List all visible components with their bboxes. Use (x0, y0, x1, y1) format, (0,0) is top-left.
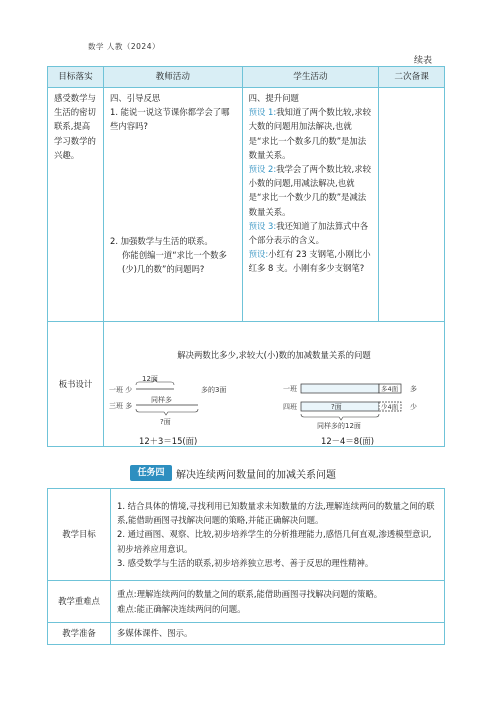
col-goal: 目标落实 (48, 67, 104, 88)
teacher-section: 四、引导反思 (110, 93, 161, 103)
difficult-point: 难点:能正确解决连续两问的问题。 (117, 603, 246, 614)
preset-2-tag: 预设 2: (248, 164, 277, 175)
goal-1: 1. 结合具体的情境,寻找利用已知数量求未知数量的方法,理解连续两问的数量之间的联系,能借助画图寻找解决问题的策略,并能正确解决问题。 (117, 500, 435, 526)
col-student: 学生活动 (242, 67, 379, 88)
right-box2: 少4面 (381, 403, 399, 412)
right-bar1 (301, 384, 379, 393)
goal-3: 3. 感受数学与生活的联系,初步培养独立思考、善于反思的理性精神。 (117, 557, 374, 568)
diagram-right (283, 384, 417, 446)
preset-1-tag: 预设 1: (248, 107, 277, 118)
left-brace-top: 12面 (142, 375, 158, 384)
right-box1: 多4面 (381, 385, 399, 394)
right-row1-label: 一班 (283, 385, 297, 394)
key-point: 重点:理解连续两问的数量之间的联系,能借助画图寻找解决问题的策略。 (117, 589, 383, 600)
student-section: 四、提升问题 (248, 93, 299, 103)
left-brace-bottom-mark (136, 409, 198, 415)
teacher-item2: 2. 加强数学与生活的联系。 (110, 235, 213, 246)
left-unknown: ?面 (160, 418, 171, 427)
col-teacher: 教师活动 (104, 67, 243, 88)
preset-2: 预设 2:我学会了两个数比较,求较小数的问题,用减法解决,也就是“求比一个数少几的数”是减法数量关系。 (248, 164, 371, 217)
col-notes: 二次备课 (379, 67, 445, 88)
notes-cell (379, 88, 445, 322)
board-diagrams (104, 364, 444, 446)
preset-4-tag: 预设: (248, 249, 269, 260)
continued-label: 续表 (414, 56, 433, 66)
right-equation: 12－4＝8(面) (321, 436, 374, 447)
right-unknown: ?面 (331, 403, 342, 412)
left-row2-label: 三班 多 (109, 402, 133, 411)
prep-label: 教学准备 (48, 623, 111, 645)
left-same: 同样多 (151, 396, 172, 405)
teacher-item2b: 你能创编一道“求比一个数多(少)几的数”的问题吗? (122, 249, 227, 275)
objectives-table (47, 488, 445, 645)
goal-2: 2. 通过画图、观察、比较,初步培养学生的分析推理能力,感悟几何直观,渗透模型意识,初步培养应用意识。 (117, 529, 432, 554)
preset-4: 预设:小红有 23 支钢笔,小刚比小红多 8 支。小刚有多少支钢笔? (248, 249, 371, 274)
goal-label: 教学目标 (48, 489, 111, 581)
preset-3-tag: 预设 3: (248, 220, 277, 231)
task-badge: 任务四 (130, 465, 172, 481)
prep-text: 多媒体课件、图示。 (117, 628, 193, 639)
preset-3: 预设 3:我还知道了加法算式中各个部分表示的含义。 (248, 220, 369, 246)
teacher-item1: 1. 能说一说这节课你都学会了哪些内容吗? (110, 107, 230, 132)
board-label: 板书设计 (48, 322, 104, 447)
right-row2-label: 四班 (283, 403, 297, 412)
preset-1: 预设 1:我知道了两个数比较,求较大数的问题用加法解决,也就是“求比一个数多几的数”是加法数量关系。 (248, 107, 371, 160)
left-more: 多的3面 (201, 386, 227, 395)
right-less: 少 (410, 403, 417, 412)
right-more: 多 (410, 385, 417, 394)
diagram-left (109, 375, 226, 446)
running-header: 数学 人教（2024） (88, 42, 160, 51)
right-brace-bottom-mark (301, 414, 379, 420)
lesson-table (47, 66, 445, 447)
left-row1-label: 一班 少 (109, 386, 133, 395)
goal-text: 感受数学与生活的密切联系,提高学习数学的兴趣。 (54, 93, 96, 160)
key-label: 教学重难点 (48, 581, 111, 623)
left-equation: 12＋3＝15(面) (139, 436, 198, 447)
board-title: 解决两数比多少,求较大(小)数的加减数量关系的问题 (177, 350, 371, 360)
right-same: 同样多的12面 (317, 422, 361, 431)
task-title: 解决连续两问数量间的加减关系问题 (176, 470, 336, 481)
